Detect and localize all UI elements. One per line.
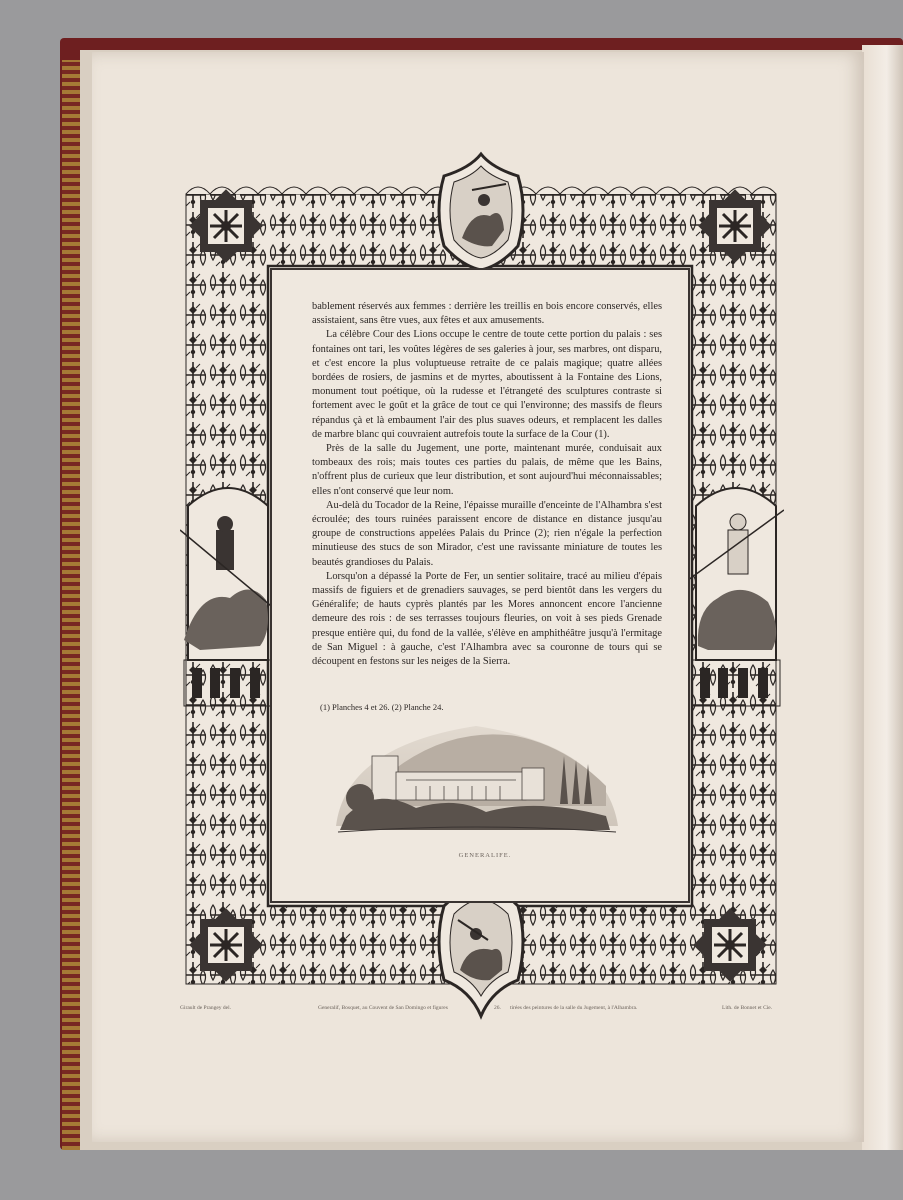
knight-figure-right [688, 470, 784, 710]
paragraph: Au-delà du Tocador de la Reine, l'épaisse muraille d'enceinte de l'Alhambra s'est écroulée; des tours ruinées paraissent encore de distance en distance jusqu'au groupe de constructions appelées Palais du Prince (2); rien n'égale la perfection minutieuse des stucs de son Mirador, c'est une ravissante miniature de toutes les beautés grandioses du Palais. [312, 499, 662, 568]
paragraph: La célèbre Cour des Lions occupe le centre de toute cette portion du palais : ses fontaines ont tari, les voûtes légères de ses galeries à jour, ses marbres, ont disparu, et c'est encore la plus voluptueuse retraite de ce palais magique; quatre allées bordées de rosiers, de jasmins et de myrtes, aboutissent à la Fontaine des Lions, monument tout poétique, où la rudesse et l'étrangeté des sculptures contraste si fortement avec le goût et la grâce de tout ce qui l'environne; des massifs de fleurs répandus çà et là embaument l'air des plus suaves odeurs, et remplacent les dalles de marbre blanc qui couvraient autrefois toute la surface de la Cour (1). [312, 329, 662, 440]
paragraph: Près de la salle du Jugement, une porte, maintenant murée, conduisait aux tombeaux des rois; mais toutes ces parties du palais, de même que les Bains, n'offrent plus de curieux que leur distribution, et sont aujourd'hui méconnaissables; elles n'ont conservé que leur nom. [312, 443, 662, 497]
paragraph: bablement réservés aux femmes : derrière les treillis en bois encore conservés, elles assistaient, sans être vues, aux fêtes et aux amusements. [312, 301, 662, 327]
paragraph: Lorsqu'on a dépassé la Porte de Fer, un sentier solitaire, tracé au milieu d'épais massifs de figuiers et de grenadiers sauvages, se perd bientôt dans les vergers du Généralife; de hauts cyprès plantés par les Mores annoncent encore l'ancienne demeure des rois : de ses terrasses toujours fleuries, on voit à ses pieds Grenade presque entière qui, du fond de la vallée, s'élève en amphithéâtre jusqu'à l'ermitage de San Miguel : à gauche, c'est l'Alhambra avec sa couronne de tours qui se découpent en festons sur les neiges de la Sierra. [312, 570, 662, 668]
knight-figure-left [180, 470, 276, 710]
footnote: (1) Planches 4 et 26. (2) Planche 24. [320, 702, 444, 712]
credit-caption-right: tirées des peintures de la salle du Jugement, à l'Alhambra. [510, 1005, 638, 1011]
corner-star-ornament-top-left [186, 186, 266, 266]
generalife-engraving [326, 716, 626, 844]
corner-star-ornament-bottom-right [690, 905, 770, 985]
credit-lithographer: Lith. de Bonnet et Cie. [722, 1005, 773, 1011]
engraving-caption: GENERALIFE. [458, 852, 512, 859]
facing-page-edge [862, 45, 903, 1150]
credit-plate-number: 26. [494, 1005, 501, 1011]
gilded-spine-edge [62, 60, 82, 1150]
corner-star-ornament-bottom-left [186, 905, 266, 985]
credit-caption-left: Generalif, Bosquet, au Couvent de San Domingo et figures [318, 1005, 448, 1011]
body-text [312, 300, 662, 669]
corner-star-ornament-top-right [695, 186, 775, 266]
medallion-horseman-top [432, 150, 530, 272]
credit-artist: Girault de Prangey del. [180, 1005, 232, 1011]
